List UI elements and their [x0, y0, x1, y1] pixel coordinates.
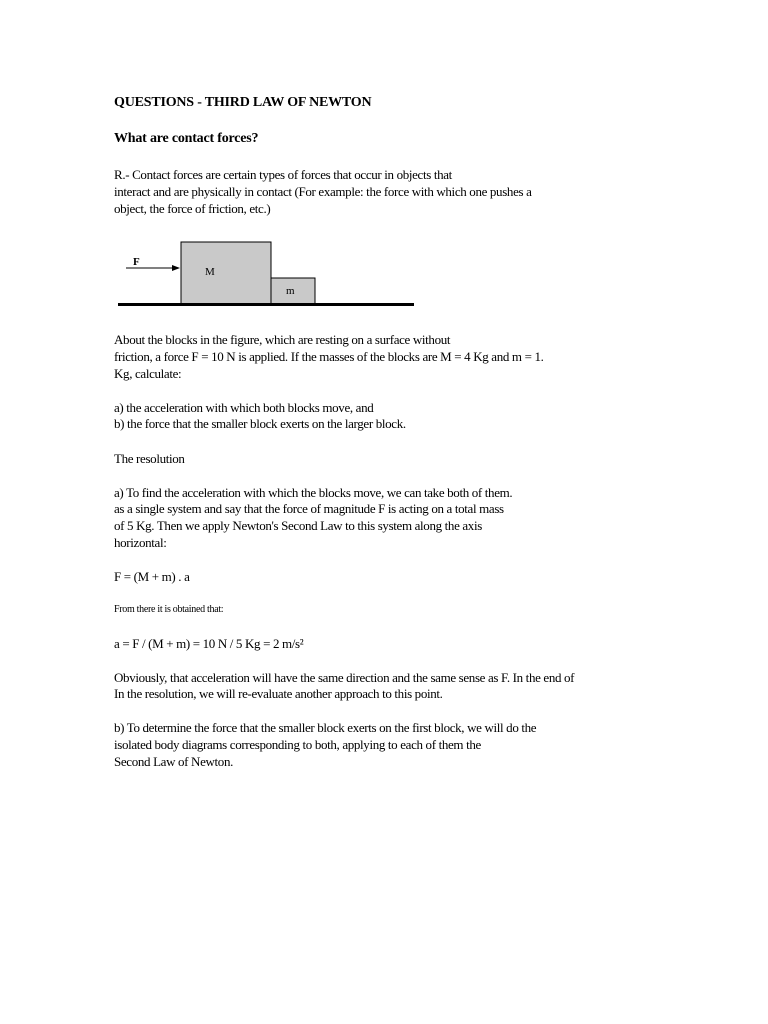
answer-line-2: interact and are physically in contact (For example: the force with which one pushes a	[114, 184, 532, 199]
answer-line-3: object, the force of friction, etc.)	[114, 201, 271, 216]
large-block-label: M	[205, 266, 215, 278]
equation-1: F = (M + m) . a	[114, 569, 190, 584]
task-b: b) the force that the smaller block exerts on the larger block.	[114, 416, 406, 431]
force-arrow-head	[172, 265, 180, 271]
part-a-line-1: a) To find the acceleration with which the blocks move, we can take both of them.	[114, 485, 513, 500]
question-heading: What are contact forces?	[114, 131, 259, 146]
part-a-line-4: horizontal:	[114, 535, 167, 550]
force-label: F	[133, 256, 140, 268]
problem-line-1: About the blocks in the figure, which are resting on a surface without	[114, 332, 451, 347]
task-a: a) the acceleration with which both blocks move, and	[114, 400, 374, 415]
from-there-note: From there it is obtained that:	[114, 604, 224, 615]
part-a-line-3: of 5 Kg. Then we apply Newton's Second Law to this system along the axis	[114, 518, 482, 533]
part-b-line-3: Second Law of Newton.	[114, 754, 234, 769]
answer-line-1: R.- Contact forces are certain types of forces that occur in objects that	[114, 167, 452, 182]
obviously-line-2: In the resolution, we will re-evaluate another approach to this point.	[114, 686, 443, 701]
part-a-line-2: as a single system and say that the force of magnitude F is acting on a total mass	[114, 501, 504, 516]
large-block	[181, 242, 271, 304]
part-b-line-1: b) To determine the force that the smaller block exerts on the first block, we will do the	[114, 720, 537, 735]
blocks-diagram	[114, 236, 424, 314]
problem-line-3: Kg, calculate:	[114, 366, 182, 381]
resolution-heading: The resolution	[114, 451, 185, 466]
obviously-line-1: Obviously, that acceleration will have the same direction and the same sense as F. In the end of	[114, 670, 575, 685]
small-block-label: m	[286, 285, 295, 297]
equation-2: a = F / (M + m) = 10 N / 5 Kg = 2 m/s²	[114, 636, 304, 651]
blocks-figure	[114, 236, 424, 314]
part-b-line-2: isolated body diagrams corresponding to both, applying to each of them the	[114, 737, 481, 752]
document-title: QUESTIONS - THIRD LAW OF NEWTON	[114, 95, 372, 110]
problem-line-2: friction, a force F = 10 N is applied. If the masses of the blocks are M = 4 Kg and m = 1.	[114, 349, 544, 364]
